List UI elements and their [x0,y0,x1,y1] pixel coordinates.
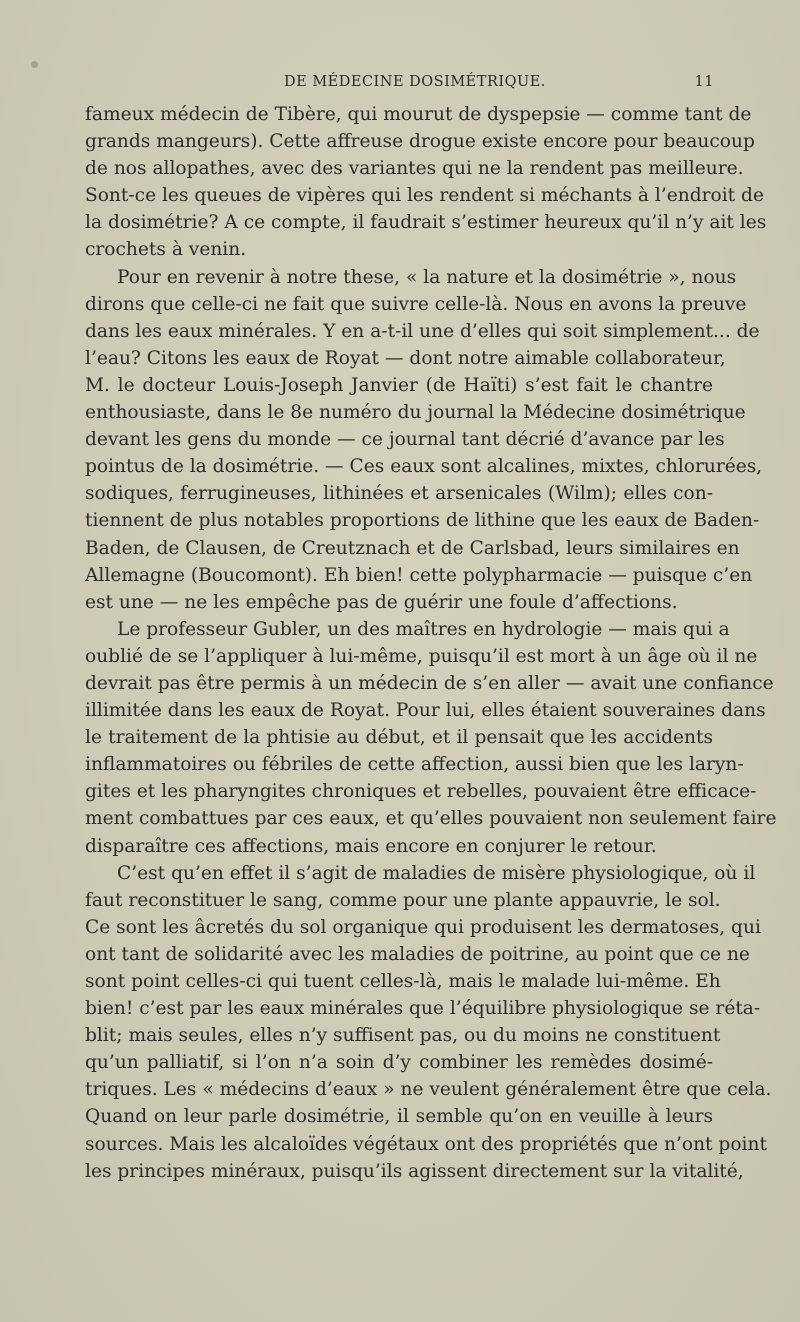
page-number: 11 [694,74,714,90]
text-line: sources. Mais les alcaloïdes végétaux ont des propriétés que n’ont point [85,1133,767,1155]
running-title: DE MÉDECINE DOSIMÉTRIQUE. [284,74,546,90]
text-line: devant les gens du monde — ce journal tant décrié d’avance par les [85,429,725,451]
text-line: C’est qu’en effet il s’agit de maladies de misère physiologique, où il [117,862,756,884]
text-line: disparaître ces affections, mais encore en conjurer le retour. [85,835,657,857]
page-header [284,74,714,94]
text-line: grands mangeurs). Cette affreuse drogue existe encore pour beaucoup [85,131,755,153]
text-line: Quand on leur parle dosimétrie, il semble qu’on en veuille à leurs [85,1106,713,1128]
text-line: qu’un palliatif, si l’on n’a soin d’y combiner les remèdes dosimé- [85,1052,713,1074]
text-line: dirons que celle-ci ne fait que suivre celle-là. Nous en avons la preuve [85,293,747,315]
text-line: de nos allopathes, avec des variantes qui ne la rendent pas meilleure. [85,158,744,180]
text-line: oublié de se l’appliquer à lui-même, puisqu’il est mort à un âge où il ne [85,645,758,667]
text-line: dans les eaux minérales. Y en a-t-il une d’elles qui soit simplement... de [85,320,760,342]
text-line: M. le docteur Louis-Joseph Janvier (de Haïti) s’est fait le chantre [85,374,713,396]
text-line: les principes minéraux, puisqu’ils agissent directement sur la vitalité, [85,1160,744,1182]
text-line: triques. Les « médecins d’eaux » ne veulent généralement être que cela. [85,1079,772,1101]
text-line: sont point celles-ci qui tuent celles-là, mais le malade lui-même. Eh [85,971,721,992]
body-text [85,101,777,1185]
text-line: Pour en revenir à notre these, « la nature et la dosimétrie », nous [117,266,737,288]
text-line: enthousiaste, dans le 8e numéro du journal la Médecine dosimétrique [85,402,746,424]
text-line: ont tant de solidarité avec les maladies de poitrine, au point que ce ne [85,943,750,965]
text-line: devrait pas être permis à un médecin de s’en aller — avait une confiance [85,672,774,694]
text-line: ment combattues par ces eaux, et qu’elles pouvaient non seulement faire [85,808,777,830]
text-line: Allemagne (Boucomont). Eh bien! cette polypharmacie — puisque c’en [85,564,753,586]
text-line: Sont-ce les queues de vipères qui les rendent si méchants à l’endroit de [85,185,764,207]
text-line: Baden, de Clausen, de Creutznach et de Carlsbad, leurs similaires en [85,537,740,559]
text-line: blit; mais seules, elles n’y suffisent pas, ou du moins ne constituent [85,1025,721,1047]
text-line: crochets à venin. [85,239,247,261]
text-line: gites et les pharyngites chroniques et rebelles, pouvaient être efficace- [85,781,757,803]
ink-speck [31,61,38,68]
text-line: est une — ne les empêche pas de guérir une foule d’affections. [85,591,678,613]
paragraph [85,101,767,264]
paragraph [85,860,772,1185]
text-line: le traitement de la phtisie au début, et il pensait que les accidents [85,727,713,749]
text-line: l’eau? Citons les eaux de Royat — dont notre aimable collaborateur, [85,347,726,369]
paragraph [85,616,777,860]
text-line: pointus de la dosimétrie. — Ces eaux sont alcalines, mixtes, chlorurées, [85,456,763,478]
text-line: illimitée dans les eaux de Royat. Pour lui, elles étaient souveraines dans [85,700,766,722]
paragraph [85,264,763,616]
text-line: faut reconstituer le sang, comme pour une plante appauvrie, le sol. [85,889,721,911]
text-line: tiennent de plus notables proportions de lithine que les eaux de Baden- [85,510,760,532]
text-line: Le professeur Gubler, un des maîtres en hydrologie — mais qui a [117,618,730,640]
text-line: bien! c’est par les eaux minérales que l’équilibre physiologique se réta- [85,998,761,1020]
text-line: inflammatoires ou fébriles de cette affection, aussi bien que les laryn- [85,754,744,776]
text-line: la dosimétrie? A ce compte, il faudrait s’estimer heureux qu’il n’y ait les [85,212,767,234]
text-line: sodiques, ferrugineuses, lithinées et arsenicales (Wilm); elles con- [85,483,713,505]
text-line: Ce sont les âcretés du sol organique qui produisent les dermatoses, qui [85,916,761,938]
text-line: fameux médecin de Tibère, qui mourut de dyspepsie — comme tant de [85,104,752,125]
